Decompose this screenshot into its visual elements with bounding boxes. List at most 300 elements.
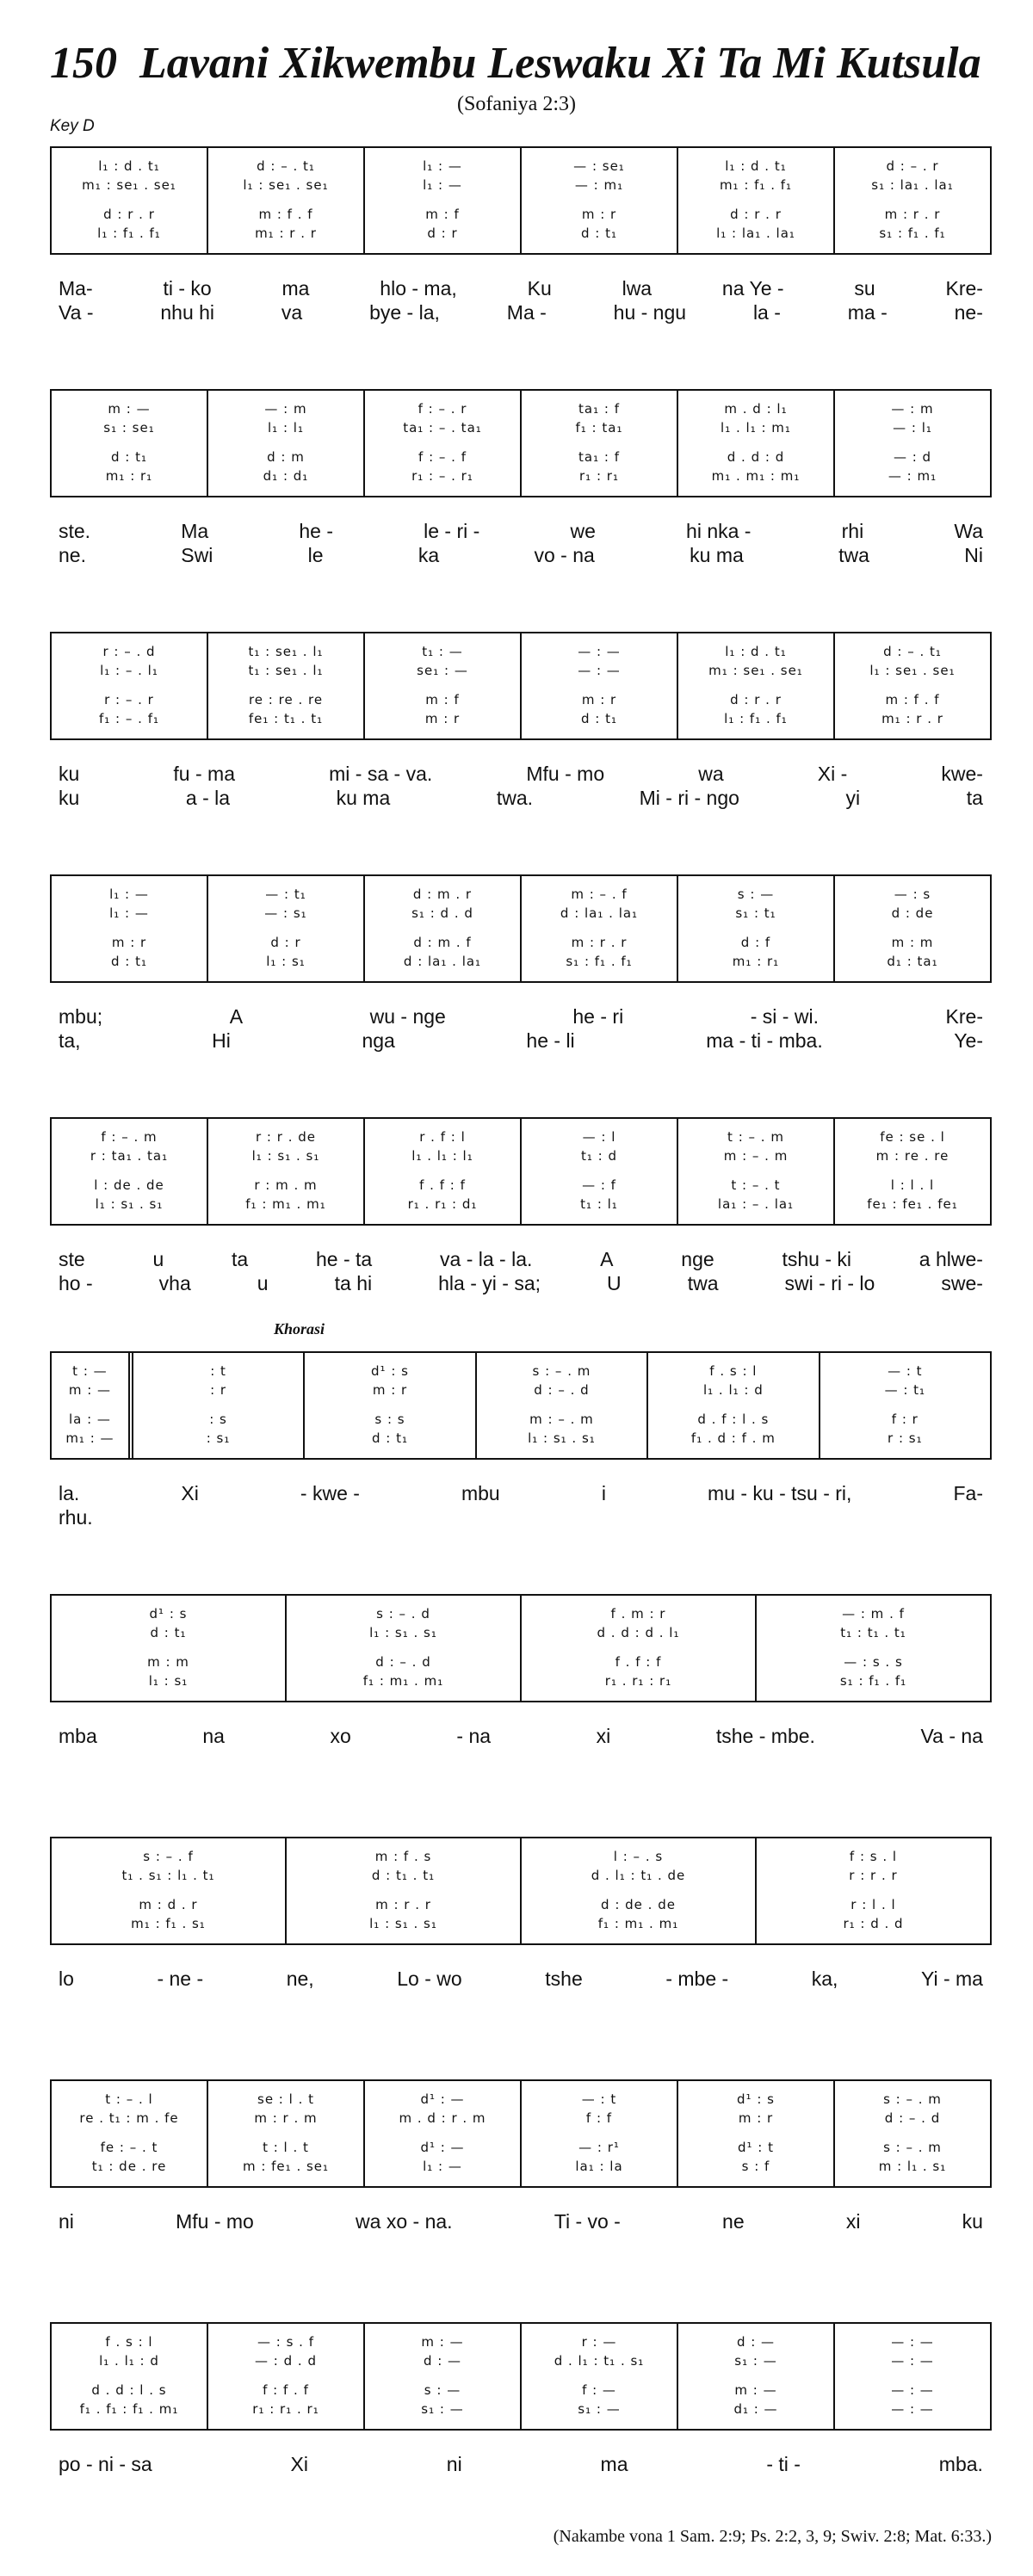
- solfa-voice-line: — : —: [891, 2401, 934, 2417]
- solfa-voice-line: r₁ . r₁ : d₁: [407, 1196, 478, 1212]
- solfa-staff: [50, 2322, 992, 2431]
- solfa-voice-line: s : – . d: [376, 1606, 430, 1622]
- solfa-voice-line: m₁ : r . r: [255, 225, 317, 241]
- lyric-syllable: A: [600, 1248, 614, 1270]
- lyric-syllable: i: [601, 1482, 606, 1504]
- solfa-voice-line: l₁ : se₁ . se₁: [243, 177, 329, 193]
- solfa-voice-line: m . d : l₁: [724, 401, 788, 417]
- measure: [477, 1353, 648, 1458]
- lyrics-block: [50, 520, 992, 575]
- solfa-voice-line: d : – . d: [534, 1382, 590, 1398]
- measure: [678, 2081, 835, 2186]
- solfa-voice-line: d : m . f: [413, 935, 472, 950]
- hymn-title: Lavani Xikwembu Leswaku Xi Ta Mi Kutsula: [139, 39, 981, 88]
- lyric-syllable: wa xo - na.: [356, 2210, 453, 2233]
- solfa-voice-line: l₁ . l₁ : d: [702, 1382, 764, 1398]
- solfa-voice-line: d : t₁: [110, 954, 147, 969]
- measure: [678, 2324, 835, 2429]
- lyric-syllable: we: [570, 520, 596, 542]
- measure: [835, 2081, 990, 2186]
- solfa-voice-line: — : l: [582, 1129, 616, 1145]
- solfa-voice-line: m : re . re: [875, 1148, 949, 1164]
- solfa-voice-line: s₁ : —: [421, 2401, 464, 2417]
- solfa-voice-line: m₁ . m₁ : m₁: [711, 468, 801, 484]
- solfa-voice-line: — : t: [888, 1363, 923, 1379]
- solfa-voice-line: l₁ : d . t₁: [725, 158, 787, 174]
- measure: [522, 1119, 678, 1224]
- lyric-syllable: xi: [596, 1725, 611, 1747]
- solfa-voice-line: s : – . m: [883, 2091, 942, 2107]
- lyric-syllable: - si - wi.: [750, 1005, 819, 1028]
- solfa-voice-line: — : se₁: [573, 158, 625, 174]
- solfa-voice-line: d : r . r: [103, 207, 155, 222]
- lyric-line-a: [50, 763, 992, 786]
- measure: [52, 1353, 133, 1458]
- lyric-syllable: Mfu - mo: [176, 2210, 254, 2233]
- lyric-syllable: Fa-: [953, 1482, 983, 1504]
- solfa-voice-line: d¹ : —: [420, 2091, 465, 2107]
- solfa-voice-line: f . f : f: [419, 1177, 466, 1193]
- solfa-voice-line: d : t₁: [110, 449, 147, 465]
- lyric-syllable: ta hi: [334, 1272, 373, 1294]
- solfa-voice-line: t₁ : d: [580, 1148, 617, 1164]
- lyric-syllable: ma -: [847, 301, 888, 324]
- solfa-voice-line: — : —: [578, 663, 621, 678]
- footer-references: (Nakambe vona 1 Sam. 2:9; Ps. 2:2, 3, 9; Swiv. 2:8; Mat. 6:33.): [553, 2527, 992, 2546]
- solfa-voice-line: l₁ . l₁ : l₁: [411, 1148, 473, 1164]
- solfa-voice-line: f . s : l: [105, 2334, 153, 2350]
- lyric-syllable: - na: [456, 1725, 492, 1747]
- solfa-voice-line: d : la₁ . la₁: [560, 905, 639, 921]
- solfa-voice-line: la₁ : la: [575, 2159, 623, 2174]
- solfa-voice-line: t₁ : l₁: [580, 1196, 618, 1212]
- solfa-voice-line: f : f: [585, 2110, 613, 2126]
- lyric-syllable: Va -: [59, 301, 94, 324]
- lyric-syllable: tshe: [545, 1968, 583, 1990]
- music-system: [50, 2322, 992, 2508]
- solfa-voice-line: m : r: [372, 1382, 408, 1398]
- solfa-voice-line: f₁ : – . f₁: [99, 711, 159, 726]
- lyric-line-b: [50, 787, 992, 810]
- lyric-syllable: nge: [681, 1248, 714, 1270]
- solfa-voice-line: ta₁ : – . ta₁: [403, 420, 482, 436]
- key-signature: Key D: [50, 117, 95, 135]
- solfa-voice-line: — : m₁: [888, 468, 937, 484]
- lyrics-block: [50, 2453, 992, 2508]
- lyric-syllable: ni: [446, 2453, 462, 2475]
- lyric-syllable: rhi: [841, 520, 864, 542]
- lyric-syllable: A: [229, 1005, 244, 1028]
- lyric-syllable: Ni: [964, 544, 983, 566]
- lyric-syllable: wu - nge: [369, 1005, 446, 1028]
- lyric-syllable: wa: [698, 763, 724, 785]
- scripture-reference: (Sofaniya 2:3): [457, 93, 576, 115]
- solfa-voice-line: m : – . m: [723, 1148, 789, 1164]
- solfa-voice-line: l₁ : s₁ . s₁: [369, 1625, 437, 1640]
- lyric-syllable: po - ni - sa: [59, 2453, 152, 2475]
- lyric-syllable: Lo - wo: [397, 1968, 462, 1990]
- solfa-voice-line: d : – . t₁: [257, 158, 315, 174]
- measure: [52, 148, 208, 253]
- solfa-voice-line: d : – . t₁: [883, 644, 942, 659]
- solfa-voice-line: — : s . f: [257, 2334, 314, 2350]
- solfa-voice-line: f₁ : m₁ . m₁: [362, 1673, 444, 1689]
- lyric-syllable: mu - ku - tsu - ri,: [708, 1482, 852, 1504]
- lyric-syllable: ni: [59, 2210, 74, 2233]
- lyric-syllable: le: [307, 544, 324, 566]
- solfa-voice-line: l : – . s: [613, 1849, 664, 1864]
- lyric-line-b: [50, 301, 992, 324]
- lyric-syllable: Wa: [954, 520, 983, 542]
- solfa-voice-line: — : —: [891, 2382, 934, 2398]
- music-system: [50, 1837, 992, 2023]
- measure: [365, 391, 522, 496]
- solfa-staff: [50, 1594, 992, 1702]
- solfa-voice-line: d¹ : t: [737, 2140, 774, 2155]
- solfa-voice-line: f₁ : m₁ . m₁: [597, 1916, 679, 1931]
- measure: [52, 1596, 287, 1701]
- lyric-syllable: ste.: [59, 520, 91, 542]
- measure: [52, 2081, 208, 2186]
- lyric-syllable: ne,: [286, 1968, 314, 1990]
- lyric-line-b: [50, 1272, 992, 1295]
- music-system: [50, 1117, 992, 1303]
- solfa-voice-line: l₁ : d . t₁: [98, 158, 160, 174]
- lyric-syllable: twa: [838, 544, 869, 566]
- lyric-syllable: Yi - ma: [920, 1968, 983, 1990]
- measure: [208, 148, 365, 253]
- solfa-voice-line: ta₁ : f: [578, 401, 620, 417]
- measure: [835, 148, 990, 253]
- solfa-voice-line: — : t₁: [884, 1382, 926, 1398]
- solfa-staff: [50, 146, 992, 255]
- solfa-staff: [50, 1837, 992, 1945]
- lyric-syllable: mba.: [938, 2453, 983, 2475]
- lyric-syllable: ne-: [954, 301, 983, 324]
- solfa-voice-line: l₁ . l₁ : m₁: [721, 420, 791, 436]
- solfa-voice-line: — : —: [578, 644, 621, 659]
- solfa-voice-line: f₁ . d : f . m: [690, 1430, 776, 1446]
- solfa-voice-line: r₁ : r₁ . r₁: [252, 2401, 319, 2417]
- lyric-syllable: ma: [600, 2453, 628, 2475]
- measure: [208, 2324, 365, 2429]
- solfa-voice-line: s : —: [737, 886, 775, 902]
- solfa-voice-line: d : la₁ . la₁: [403, 954, 482, 969]
- lyric-syllable: twa.: [496, 787, 534, 809]
- measure: [208, 1119, 365, 1224]
- solfa-voice-line: m : d . r: [139, 1897, 198, 1912]
- lyric-syllable: mi - sa - va.: [329, 763, 433, 785]
- solfa-voice-line: r : – . d: [102, 644, 156, 659]
- solfa-staff: [50, 1117, 992, 1226]
- solfa-voice-line: s : s: [374, 1412, 405, 1427]
- solfa-voice-line: f : – . r: [418, 401, 467, 417]
- solfa-voice-line: f . m : r: [610, 1606, 666, 1622]
- solfa-voice-line: re . t₁ : m . fe: [79, 2110, 179, 2126]
- solfa-voice-line: la₁ : – . la₁: [717, 1196, 795, 1212]
- lyric-line-a: [50, 2210, 992, 2233]
- solfa-voice-line: l₁ : – . l₁: [100, 663, 158, 678]
- measure: [522, 2081, 678, 2186]
- lyric-syllable: hi nka -: [686, 520, 752, 542]
- solfa-voice-line: s : – . m: [883, 2140, 942, 2155]
- solfa-voice-line: m₁ : f₁ . f₁: [719, 177, 793, 193]
- lyric-syllable: mbu: [461, 1482, 500, 1504]
- measure: [208, 2081, 365, 2186]
- measure: [208, 876, 365, 981]
- solfa-voice-line: t : – . l: [105, 2091, 153, 2107]
- solfa-voice-line: r : s₁: [888, 1430, 923, 1446]
- music-system: [50, 2079, 992, 2265]
- lyric-syllable: xo: [330, 1725, 351, 1747]
- solfa-voice-line: t₁ : se₁ . l₁: [248, 644, 324, 659]
- lyric-line-b: [50, 1029, 992, 1053]
- solfa-voice-line: r₁ . r₁ : r₁: [604, 1673, 672, 1689]
- solfa-voice-line: s : – . m: [532, 1363, 591, 1379]
- lyric-syllable: Mfu - mo: [526, 763, 605, 785]
- measure: [522, 148, 678, 253]
- solfa-voice-line: l₁ : s₁ . s₁: [251, 1148, 320, 1164]
- lyric-syllable: ku: [962, 2210, 983, 2233]
- solfa-voice-line: d : r: [427, 225, 458, 241]
- lyric-syllable: kwe-: [941, 763, 983, 785]
- solfa-voice-line: f . f : f: [615, 1654, 662, 1670]
- measure: [678, 391, 835, 496]
- solfa-voice-line: l₁ : l₁: [268, 420, 304, 436]
- solfa-voice-line: — : m . f: [842, 1606, 905, 1622]
- solfa-voice-line: re : re . re: [248, 692, 324, 707]
- solfa-voice-line: l₁ : d . t₁: [725, 644, 787, 659]
- solfa-voice-line: d : t₁: [150, 1625, 187, 1640]
- solfa-voice-line: d : —: [736, 2334, 776, 2350]
- lyric-syllable: Xi: [181, 1482, 199, 1504]
- measure: [133, 1353, 305, 1458]
- lyric-line-a: [50, 1725, 992, 1748]
- lyric-line-a: [50, 1005, 992, 1029]
- lyric-syllable: Ti - vo -: [554, 2210, 621, 2233]
- solfa-voice-line: m : fe₁ . se₁: [242, 2159, 330, 2174]
- solfa-voice-line: — : l₁: [893, 420, 932, 436]
- solfa-voice-line: m : r: [581, 207, 617, 222]
- solfa-voice-line: : s₁: [206, 1430, 231, 1446]
- lyric-syllable: Ma: [181, 520, 209, 542]
- lyrics-block: [50, 1248, 992, 1303]
- lyric-line-a: [50, 1248, 992, 1271]
- solfa-voice-line: t : – . m: [727, 1129, 784, 1145]
- lyric-syllable: vo - na: [534, 544, 595, 566]
- solfa-voice-line: r : – . r: [104, 692, 154, 707]
- lyric-syllable: ku: [59, 787, 80, 809]
- lyric-syllable: Kre-: [945, 277, 983, 300]
- solfa-voice-line: m : —: [108, 401, 151, 417]
- solfa-voice-line: d : f: [740, 935, 771, 950]
- music-system: [50, 874, 992, 1060]
- lyric-line-b: [50, 544, 992, 567]
- solfa-voice-line: t₁ : de . re: [91, 2159, 167, 2174]
- lyric-syllable: Ye-: [954, 1029, 983, 1052]
- measure: [678, 633, 835, 738]
- solfa-voice-line: r : m . m: [254, 1177, 318, 1193]
- lyric-syllable: na Ye -: [721, 277, 784, 300]
- lyric-syllable: su: [854, 277, 875, 300]
- music-system: [50, 389, 992, 575]
- solfa-voice-line: d . d : l . s: [91, 2382, 167, 2398]
- solfa-voice-line: l₁ : s₁ . s₁: [95, 1196, 164, 1212]
- solfa-voice-line: d₁ : ta₁: [887, 954, 938, 969]
- music-system: [50, 632, 992, 818]
- lyric-syllable: ne: [722, 2210, 745, 2233]
- lyric-line-a: [50, 1968, 992, 1991]
- solfa-voice-line: t : l . t: [263, 2140, 309, 2155]
- solfa-voice-line: r : l . l: [851, 1897, 896, 1912]
- solfa-voice-line: d : de: [891, 905, 934, 921]
- lyric-syllable: la.: [59, 1482, 80, 1504]
- lyrics-block: [50, 763, 992, 818]
- measure: [365, 148, 522, 253]
- solfa-voice-line: m : —: [421, 2334, 464, 2350]
- solfa-voice-line: r : ta₁ . ta₁: [90, 1148, 169, 1164]
- solfa-voice-line: m₁ : r₁: [105, 468, 153, 484]
- lyrics-block: [50, 1005, 992, 1060]
- solfa-voice-line: m : r: [581, 692, 617, 707]
- lyric-syllable: swi - ri - lo: [784, 1272, 875, 1294]
- measure: [522, 2324, 678, 2429]
- solfa-voice-line: m : r . r: [884, 207, 941, 222]
- lyric-syllable: xi: [845, 2210, 861, 2233]
- measure: [678, 876, 835, 981]
- solfa-voice-line: l : de . de: [94, 1177, 164, 1193]
- lyric-syllable: Ku: [527, 277, 552, 300]
- solfa-staff: [50, 2079, 992, 2188]
- lyric-syllable: ka: [418, 544, 440, 566]
- solfa-voice-line: m : r . m: [254, 2110, 318, 2126]
- lyric-syllable: mbu;: [59, 1005, 103, 1028]
- lyrics-block: [50, 1725, 992, 1780]
- solfa-voice-line: m : r: [424, 711, 461, 726]
- solfa-voice-line: fe₁ : fe₁ . fe₁: [867, 1196, 958, 1212]
- lyric-syllable: twa: [687, 1272, 719, 1294]
- solfa-voice-line: d : t₁: [580, 711, 617, 726]
- solfa-voice-line: — : m₁: [574, 177, 624, 193]
- solfa-voice-line: s₁ : la₁ . la₁: [871, 177, 954, 193]
- solfa-voice-line: s₁ : f₁ . f₁: [566, 954, 633, 969]
- solfa-voice-line: r . f : l: [419, 1129, 466, 1145]
- solfa-voice-line: ta₁ : f: [578, 449, 620, 465]
- lyrics-block: [50, 2210, 992, 2265]
- solfa-voice-line: f : – . m: [101, 1129, 158, 1145]
- solfa-voice-line: m . d : r . m: [399, 2110, 486, 2126]
- solfa-voice-line: fe : se . l: [880, 1129, 945, 1145]
- lyric-syllable: ste: [59, 1248, 85, 1270]
- solfa-voice-line: t : —: [72, 1363, 108, 1379]
- lyric-syllable: he - ta: [316, 1248, 373, 1270]
- hymn-number: 150: [50, 39, 117, 88]
- lyric-syllable: yi: [845, 787, 861, 809]
- solfa-voice-line: l₁ : —: [423, 177, 462, 193]
- solfa-voice-line: d : – . r: [886, 158, 939, 174]
- solfa-voice-line: d : —: [423, 2353, 462, 2369]
- measure: [757, 1838, 990, 1943]
- solfa-voice-line: m : m: [147, 1654, 189, 1670]
- lyrics-block: [50, 1482, 992, 1537]
- solfa-voice-line: d : t₁: [371, 1430, 408, 1446]
- solfa-voice-line: l₁ : s₁: [266, 954, 306, 969]
- lyric-syllable: hlo - ma,: [380, 277, 457, 300]
- solfa-voice-line: — : s: [894, 886, 931, 902]
- solfa-voice-line: d : de . de: [601, 1897, 676, 1912]
- solfa-voice-line: — : t₁: [265, 886, 306, 902]
- solfa-voice-line: m : r . r: [375, 1897, 431, 1912]
- solfa-voice-line: f : – . f: [418, 449, 467, 465]
- lyric-syllable: a hlwe-: [919, 1248, 983, 1270]
- solfa-voice-line: d¹ : s: [371, 1363, 409, 1379]
- lyric-syllable: Swi: [181, 544, 213, 566]
- solfa-voice-line: — : s . s: [844, 1654, 903, 1670]
- solfa-voice-line: : s: [209, 1412, 227, 1427]
- solfa-voice-line: l₁ : se₁ . se₁: [869, 663, 956, 678]
- measure: [365, 1119, 522, 1224]
- measure: [522, 1838, 757, 1943]
- solfa-voice-line: se₁ : —: [417, 663, 468, 678]
- lyric-syllable: - ne -: [157, 1968, 204, 1990]
- solfa-voice-line: f . s : l: [709, 1363, 758, 1379]
- solfa-voice-line: f : —: [582, 2382, 616, 2398]
- solfa-voice-line: l₁ : s₁: [148, 1673, 189, 1689]
- solfa-voice-line: d : r: [270, 935, 301, 950]
- solfa-voice-line: m : f . f: [258, 207, 313, 222]
- measure: [365, 633, 522, 738]
- lyric-syllable: mba: [59, 1725, 97, 1747]
- lyric-syllable: Mi - ri - ngo: [639, 787, 739, 809]
- solfa-voice-line: l₁ : —: [109, 905, 149, 921]
- measure: [52, 633, 208, 738]
- lyric-syllable: he - ri: [572, 1005, 624, 1028]
- solfa-voice-line: m₁ : se₁ . se₁: [708, 663, 803, 678]
- solfa-voice-line: f : s . l: [849, 1849, 898, 1864]
- solfa-voice-line: m : – . f: [571, 886, 628, 902]
- lyric-syllable: hla - yi - sa;: [438, 1272, 541, 1294]
- lyric-line-a: [50, 2453, 992, 2476]
- solfa-voice-line: d¹ : —: [420, 2140, 465, 2155]
- solfa-voice-line: se : l . t: [257, 2091, 314, 2107]
- solfa-voice-line: d : r . r: [730, 692, 782, 707]
- solfa-voice-line: s₁ : —: [578, 2401, 621, 2417]
- solfa-voice-line: — : t: [581, 2091, 617, 2107]
- solfa-voice-line: m₁ : r . r: [881, 711, 943, 726]
- lyric-syllable: Va - na: [920, 1725, 983, 1747]
- solfa-voice-line: t₁ : —: [422, 644, 463, 659]
- solfa-voice-line: f₁ . f₁ : f₁ . m₁: [79, 2401, 179, 2417]
- lyric-syllable: vha: [158, 1272, 191, 1294]
- solfa-voice-line: t₁ . s₁ : l₁ . t₁: [121, 1868, 215, 1883]
- lyric-syllable: U: [607, 1272, 622, 1294]
- lyric-syllable: va - la - la.: [440, 1248, 533, 1270]
- solfa-voice-line: l₁ : —: [423, 158, 462, 174]
- solfa-voice-line: d : m . r: [412, 886, 473, 902]
- solfa-voice-line: la : —: [68, 1412, 111, 1427]
- lyric-syllable: he -: [299, 520, 333, 542]
- solfa-voice-line: : r: [210, 1382, 227, 1398]
- measure: [52, 876, 208, 981]
- solfa-voice-line: d : t₁: [580, 225, 617, 241]
- solfa-voice-line: s₁ : —: [734, 2353, 777, 2369]
- solfa-voice-line: — : f: [582, 1177, 616, 1193]
- solfa-voice-line: d . d : d . l₁: [597, 1625, 680, 1640]
- measure: [305, 1353, 476, 1458]
- solfa-voice-line: m : r: [111, 935, 147, 950]
- measure: [820, 1353, 990, 1458]
- lyric-syllable: bye - la,: [369, 301, 440, 324]
